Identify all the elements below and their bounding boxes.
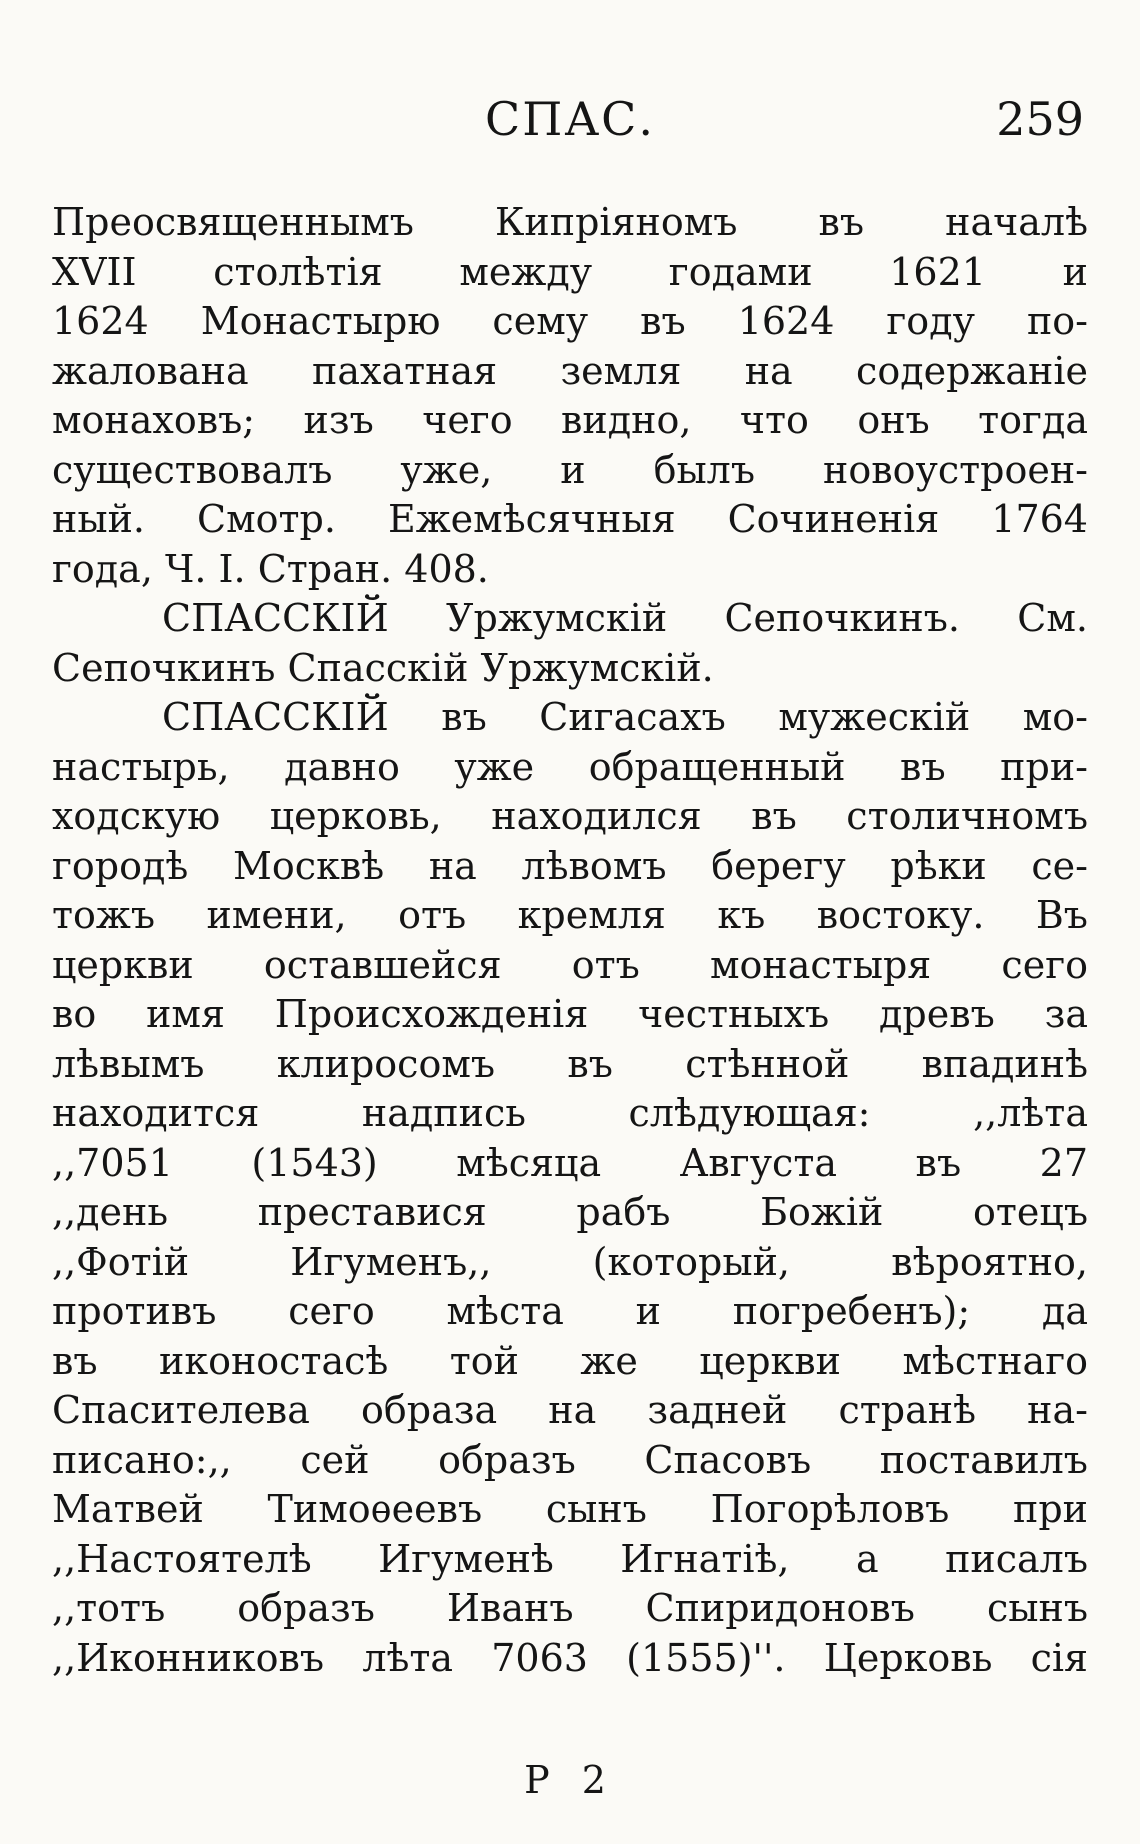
text-line: Преосвященнымъ Кипріяномъ въ началѣ bbox=[52, 200, 1088, 244]
text-line: ,,тотъ образъ Иванъ Спиридоновъ сынъ bbox=[52, 1586, 1088, 1630]
text-line: тожъ имени, отъ кремля къ востоку. Въ bbox=[52, 893, 1088, 937]
text-line: лѣвымъ клиросомъ въ стѣнной впадинѣ bbox=[52, 1041, 1088, 1086]
text-line: XVII столѣтія между годами 1621 и bbox=[52, 249, 1088, 294]
text-line: жалована пахатная земля на содержаніе bbox=[52, 348, 1088, 393]
text-line: Матвей Тимоѳеевъ сынъ Погорѣловъ при bbox=[52, 1487, 1088, 1531]
text-line: ный. Смотр. Ежемѣсячныя Сочиненія 1764 bbox=[52, 497, 1088, 541]
text-line: ,,день преставися рабъ Божій отецъ bbox=[52, 1190, 1088, 1234]
text-line: ,,Фотій Игуменъ,, (который, вѣроятно, bbox=[52, 1239, 1088, 1284]
text-line: ходскую церковь, находился въ столичномъ bbox=[52, 794, 1088, 838]
text-line: находится надпись слѣдующая: ,,лѣта bbox=[52, 1091, 1088, 1135]
page-number: 259 bbox=[996, 92, 1084, 146]
running-title: СПАС. bbox=[485, 92, 655, 146]
entry-heading-line: СПАССКІЙ Уржумскій Сепочкинъ. См. bbox=[162, 596, 1088, 640]
text-line: въ иконостасѣ той же церкви мѣстнаго bbox=[52, 1338, 1088, 1383]
text-line: противъ сего мѣста и погребенъ); да bbox=[52, 1289, 1088, 1333]
entry-heading-line: СПАССКІЙ въ Сигасахъ мужескій мо- bbox=[162, 695, 1088, 739]
text-line: во имя Происхожденія честныхъ древъ за bbox=[52, 992, 1088, 1036]
text-line: года, Ч. I. Стран. 408. bbox=[52, 546, 489, 591]
text-line: ,,Иконниковъ лѣта 7063 (1555)''. Церковь сія bbox=[52, 1635, 1088, 1680]
text-line: Спасителева образа на задней странѣ на- bbox=[52, 1388, 1088, 1432]
page-header bbox=[0, 88, 1140, 158]
body-text bbox=[52, 198, 1088, 1683]
text-line: ,,7051 (1543) мѣсяца Августа въ 27 bbox=[52, 1140, 1088, 1185]
text-line: церкви оставшейся отъ монастыря сего bbox=[52, 942, 1088, 987]
text-line: монаховъ; изъ чего видно, что онъ тогда bbox=[52, 398, 1088, 442]
text-line: Сепочкинъ Спасскій Уржумскій. bbox=[52, 645, 714, 690]
text-line: настырь, давно уже обращенный въ при- bbox=[52, 744, 1088, 789]
text-line: писано:,, сей образъ Спасовъ поставилъ bbox=[52, 1437, 1088, 1482]
text-line: существовалъ уже, и былъ новоустроен- bbox=[52, 447, 1088, 492]
text-line: городѣ Москвѣ на лѣвомъ берегу рѣки се- bbox=[52, 843, 1088, 888]
text-line: 1624 Монастырю сему въ 1624 году по- bbox=[52, 299, 1088, 343]
printer-signature-mark: Р 2 bbox=[524, 1758, 616, 1802]
text-line: ,,Настоятелѣ Игуменѣ Игнатіѣ, а писалъ bbox=[52, 1536, 1088, 1581]
